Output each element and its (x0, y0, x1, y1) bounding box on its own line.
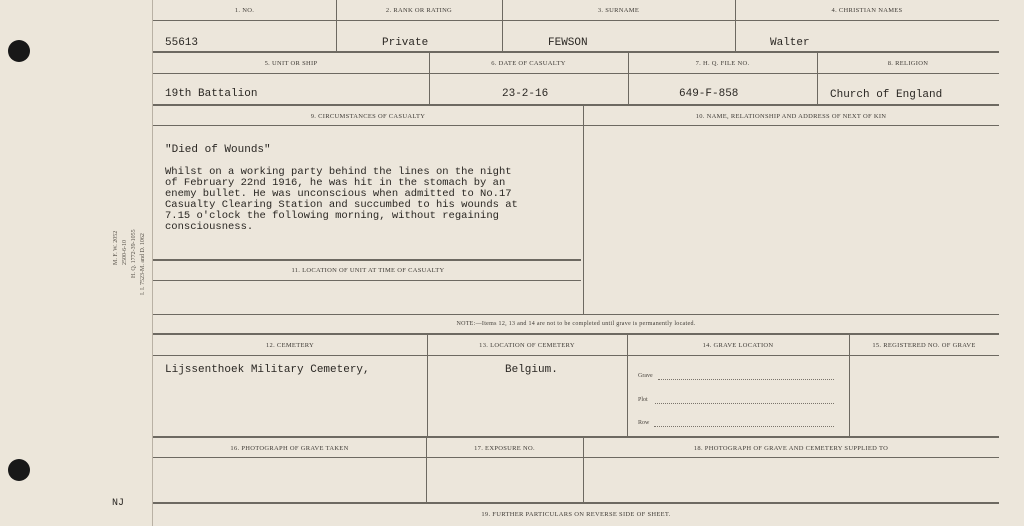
rule (153, 73, 999, 74)
label-rank: 2. RANK OR RATING (385, 7, 453, 14)
value-christian-names: Walter (770, 37, 810, 49)
rule (849, 335, 850, 436)
rule (153, 333, 999, 335)
punch-hole-top (8, 40, 30, 62)
rule (153, 125, 999, 126)
label-cemetery: 12. CEMETERY (265, 342, 315, 349)
rule (583, 106, 584, 314)
label-further-particulars: 19. FURTHER PARTICULARS ON REVERSE SIDE OF SHEET. (481, 511, 671, 518)
label-location-of-cemetery: 13. LOCATION OF CEMETERY (479, 342, 575, 349)
grave-line (658, 379, 834, 380)
value-location-of-cemetery: Belgium. (505, 364, 558, 376)
value-no: 55613 (165, 37, 199, 49)
stamp-line-2: 2500-6-10 (122, 240, 128, 265)
label-location-of-unit: 11. LOCATION OF UNIT AT TIME OF CASUALTY (291, 267, 445, 274)
value-rank: Private (382, 37, 429, 49)
rule (153, 355, 999, 356)
rule (153, 20, 999, 21)
rule (427, 335, 428, 436)
label-photograph-taken: 16. PHOTOGRAPH OF GRAVE TAKEN (230, 445, 349, 452)
label-grave-location: 14. GRAVE LOCATION (702, 342, 774, 349)
value-cemetery: Lijssenthoek Military Cemetery, (165, 364, 370, 376)
value-date: 23-2-16 (502, 88, 549, 100)
label-unit: 5. UNIT OR SHIP (264, 60, 318, 67)
label-date: 6. DATE OF CASUALTY (491, 60, 566, 67)
rule (153, 280, 581, 281)
label-registered-no: 15. REGISTERED NO. OF GRAVE (872, 342, 976, 349)
value-religion: Church of England (830, 89, 943, 101)
label-exposure-no: 17. EXPOSURE NO. (474, 445, 535, 452)
rule (153, 436, 999, 438)
label-no: 1. NO. (234, 7, 255, 14)
value-circumstances: Whilst on a working party behind the lines on the night of February 22nd 1916, he was hit in the stomach by an enemy bullet. He was unconscious when admitted to No.17 Casualty Clearing Station and succumbed to his wounds at 7.15 o'clock the following morning, without regaining consciousness. (165, 166, 518, 233)
rule (627, 335, 628, 436)
value-hq-file: 649-F-858 (679, 88, 739, 100)
rule (153, 314, 999, 315)
rule (153, 457, 999, 458)
value-cause: "Died of Wounds" (165, 144, 271, 156)
label-next-of-kin: 10. NAME, RELATIONSHIP AND ADDRESS OF NEXT OF KIN (695, 113, 887, 120)
rule (153, 502, 999, 504)
label-christian-names: 4. CHRISTIAN NAMES (831, 7, 903, 14)
card-stub (0, 0, 153, 526)
rule (153, 259, 581, 261)
punch-hole-bottom (8, 459, 30, 481)
label-plot: Plot (638, 397, 648, 403)
label-photograph-supplied: 18. PHOTOGRAPH OF GRAVE AND CEMETERY SUPPLIED TO (693, 445, 889, 452)
label-grave: Grave (638, 373, 653, 379)
stamp-line-4: I. I. 7523-M. and D. 1062 (140, 233, 146, 295)
value-unit: 19th Battalion (165, 88, 258, 100)
initials: NJ (112, 498, 125, 509)
stamp-line-3: H. Q. 1772-39-1055 (131, 229, 137, 278)
note-text: NOTE:—Items 12, 13 and 14 are not to be completed until grave is permanently located. (456, 321, 696, 327)
stamp-line-1: M. F. W. 2052 (113, 230, 119, 265)
label-surname: 3. SURNAME (597, 7, 640, 14)
label-religion: 8. RELIGION (887, 60, 929, 67)
label-circumstances: 9. CIRCUMSTANCES OF CASUALTY (310, 113, 426, 120)
value-surname: FEWSON (548, 37, 588, 49)
plot-line (655, 403, 834, 404)
label-hq-file: 7. H. Q. FILE NO. (695, 60, 750, 67)
rule (153, 51, 999, 53)
label-row: Row (638, 420, 650, 426)
row-line (654, 426, 834, 427)
rule (153, 104, 999, 106)
